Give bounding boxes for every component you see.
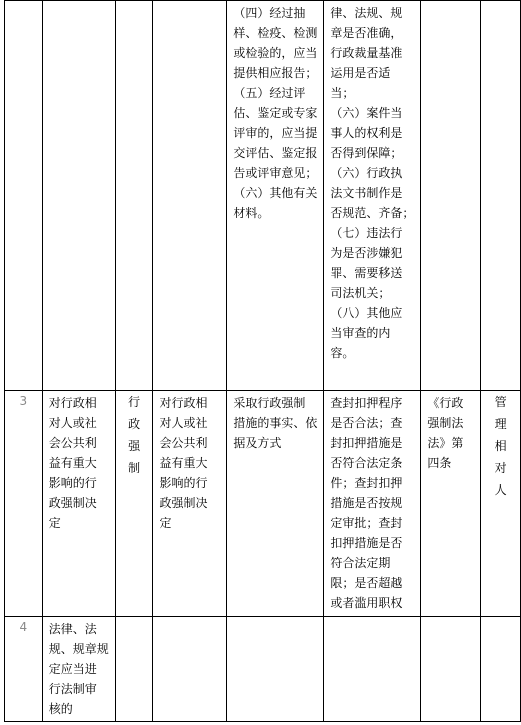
subject-char: 相 [494,439,507,453]
category-char: 制 [128,461,141,475]
item-line: 政强制决 [48,496,97,510]
review-content-line: （六）案件当 [330,106,403,120]
subject-char: 对 [494,461,507,475]
basis-line: 四条 [427,456,452,470]
scope-line: 对行政相 [159,396,208,410]
category-char: 强 [128,439,141,453]
scope-text [159,393,207,533]
cell-review-content [324,1,421,391]
review-content-line: 否符合法定条 [330,456,403,470]
category-text [128,391,140,479]
review-content-line: 章是否准确， [330,26,403,40]
review-content-line: 当审查的内 [330,326,391,340]
materials-line: 材料。 [233,206,270,220]
item-text [49,393,97,533]
item-line: 益有重大 [48,456,97,470]
review-content-line: 定审批；查封 [330,516,403,530]
review-content-line: 否规范、齐备； [330,206,415,220]
basis-text [427,393,463,473]
materials-line: 采取行政强制 [233,396,306,410]
materials-line: 评审的，应当提 [233,126,318,140]
review-content-line: 查封扣押程序 [330,396,403,410]
item-line: 对人或社 [48,416,97,430]
cell-category [115,617,153,722]
cell-category [115,391,153,617]
category-char: 政 [128,417,141,431]
review-content-line: 事人的权利是 [330,126,403,140]
review-content-line: 扣押措施是否 [330,536,403,550]
materials-line: 提供相应报告； [233,66,318,80]
cell-subject [481,391,521,617]
materials-line: （六）其他有关 [233,186,318,200]
table-row-4 [5,617,521,722]
row-number: 4 [19,620,28,634]
review-content-line: （八）其他应 [330,306,403,320]
review-table [4,0,521,722]
cell-number [5,617,43,722]
cell-category [115,1,153,391]
materials-text [227,1,323,225]
materials-line: 据及方式 [233,436,282,450]
review-content-line: 为是否涉嫌犯 [330,246,403,260]
item-line: 对行政相 [48,396,97,410]
basis-line: 强制法 [427,416,464,430]
review-content-line: 司法机关； [330,286,391,300]
cell-number [5,391,43,617]
cell-subject [481,1,521,391]
cell-subject [481,617,521,722]
materials-line: 或检验的，应当 [233,46,318,60]
cell-item [42,391,115,617]
table-row-continuation [5,1,521,391]
review-content-line: （七）违法行 [330,226,403,240]
item-text [43,617,115,721]
materials-line: 估、鉴定或专家 [233,106,318,120]
materials-line: 样、检疫、检测 [233,26,318,40]
scope-line: 影响的行 [159,476,208,490]
cell-basis [421,617,481,722]
item-line: 规、规章规 [48,642,109,656]
cell-basis [421,1,481,391]
review-content-line: （六）行政执 [330,166,403,180]
review-content-line: 运用是否适 [330,66,391,80]
review-content-line: 或者滥用职权 [330,596,403,610]
review-content-line: 律、法规、规 [330,6,403,20]
review-content-line: 容。 [330,346,355,360]
review-content-text [324,1,420,365]
cell-number [5,1,43,391]
item-line: 法律、法 [48,622,97,636]
materials-line: 措施的事实、依 [233,416,318,430]
row-number: 3 [19,394,28,408]
cell-materials [227,1,324,391]
review-content-text [324,391,420,615]
item-line: 定 [48,516,61,530]
item-line: 会公共利 [48,436,97,450]
subject-char: 理 [494,417,507,431]
cell-review-content [324,617,421,722]
review-content-line: 是否合法；查 [330,416,403,430]
scope-line: 会公共利 [159,436,208,450]
review-content-line: 罪、需要移送 [330,266,403,280]
basis-line: 《行政 [427,396,464,410]
scope-line: 政强制决 [159,496,208,510]
review-content-line: 符合法定期 [330,556,391,570]
cell-review-content [324,391,421,617]
cell-item [42,617,115,722]
item-line: 行法制审 [48,682,97,696]
scope-line: 益有重大 [159,456,208,470]
cell-materials [227,617,324,722]
review-content-line: 法文书制作是 [330,186,403,200]
subject-text [495,391,507,501]
review-content-line: 件；查封扣押 [330,476,403,490]
review-content-line: 当； [330,86,355,100]
item-line: 核的 [48,702,73,716]
item-line: 定应当进 [48,662,97,676]
review-content-line: 封扣押措施是 [330,436,403,450]
review-content-line: 限；是否超越 [330,576,403,590]
materials-line: 告或评审意见； [233,166,318,180]
review-content-line: 行政裁量基准 [330,46,403,60]
table-row-3 [5,391,521,617]
cell-scope [153,617,227,722]
materials-text [233,393,317,453]
cell-basis [421,391,481,617]
materials-line: （五）经过评 [233,86,306,100]
subject-char: 人 [494,483,507,497]
basis-line: 法》第 [427,436,464,450]
scope-line: 对人或社 [159,416,208,430]
review-content-line: 措施是否按规 [330,496,403,510]
item-line: 影响的行 [48,476,97,490]
review-content-line: 否得到保障； [330,146,403,160]
materials-line: （四）经过抽 [233,6,306,20]
cell-scope [153,1,227,391]
cell-materials [227,391,324,617]
cell-scope [153,391,227,617]
scope-line: 定 [159,516,172,530]
category-char: 行 [128,395,141,409]
cell-item [42,1,115,391]
subject-char: 管 [494,395,507,409]
materials-line: 交评估、鉴定报 [233,146,318,160]
